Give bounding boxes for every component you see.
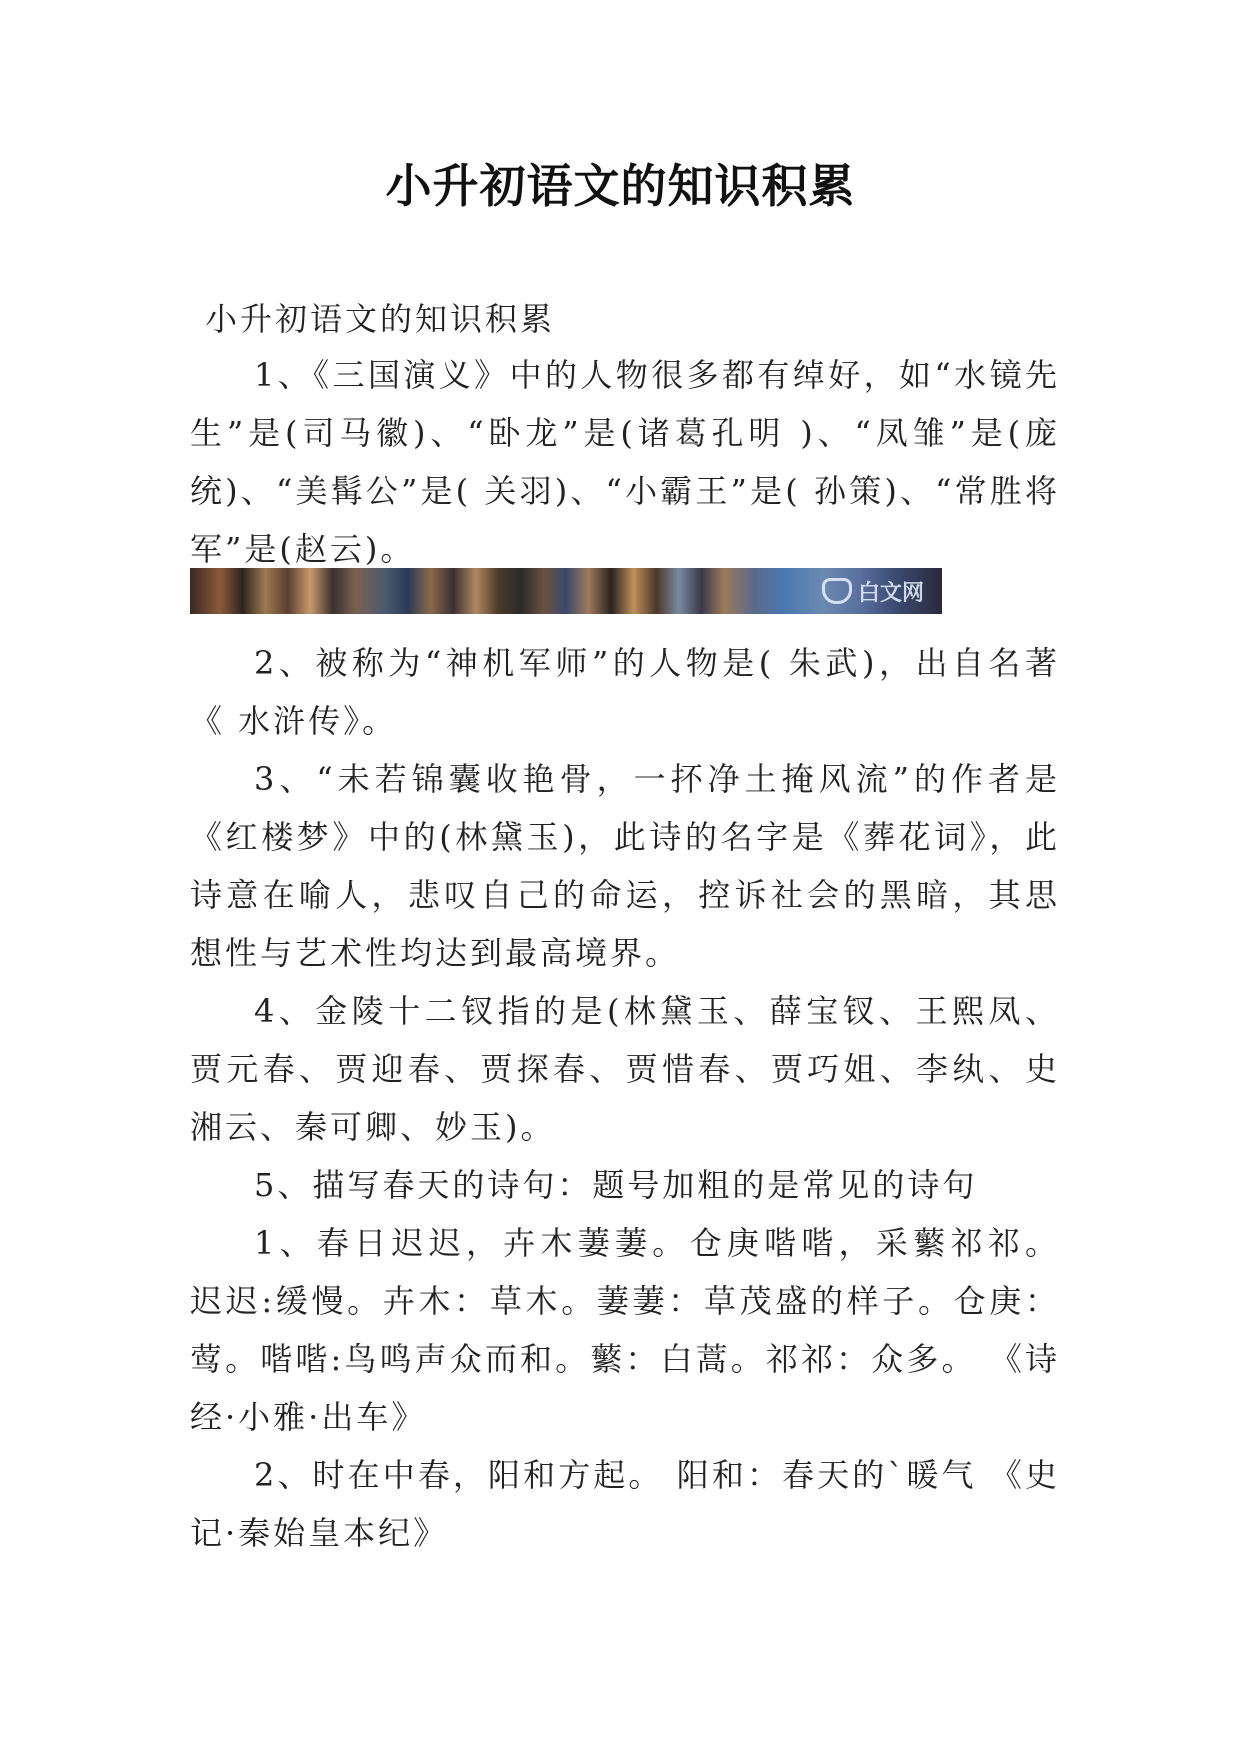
paragraph-2: 2、被称为“神机军师”的人物是( 朱武)，出自名著《 水浒传》。 [190,644,1060,740]
paragraph-5: 5、描写春天的诗句：题号加粗的是常见的诗句 [254,1166,978,1204]
logo-mark-icon [822,578,852,604]
banner-image [190,568,942,614]
paragraph-6: 1、春日迟迟，卉木萋萋。仓庚喈喈，采蘩祁祁。 迟迟:缓慢。卉木：草木。萋萋：草茂盛的样子。仓庚：莺。喈喈:鸟鸣声众而和。蘩：白蒿。祁祁：众多。 《诗经·小雅·出车》 [190,1224,1060,1436]
page-title: 小升初语文的知识积累 [385,159,856,213]
paragraph-3: 3、“未若锦囊收艳骨，一抔净土掩风流”的作者是《红楼梦》中的(林黛玉)，此诗的名字是《葬花词》，此诗意在喻人，悲叹自己的命运，控诉社会的黑暗，其思想性与艺术性均达到最高境界。 [190,760,1060,972]
document-subtitle: 小升初语文的知识积累 [205,300,556,338]
paragraph-7: 2、时在中春，阳和方起。 阳和：春天的`暖气 《史记·秦始皇本纪》 [190,1456,1060,1552]
paragraph-1: 1、《三国演义》中的人物很多都有绰好，如“水镜先生”是(司马徽)、“卧龙”是(诸葛孔明 )、“凤雏”是(庞统)、“美髯公”是( 关羽)、“小霸王”是( 孙策)、“常胜将军”是(赵云)。 [190,356,1060,568]
banner-logo [822,574,924,608]
banner-logo-text: 白文网 [857,580,924,606]
paragraph-4: 4、金陵十二钗指的是(林黛玉、薛宝钗、王熙凤、贾元春、贾迎春、贾探春、贾惜春、贾巧姐、李纨、史湘云、秦可卿、妙玉)。 [190,992,1060,1146]
